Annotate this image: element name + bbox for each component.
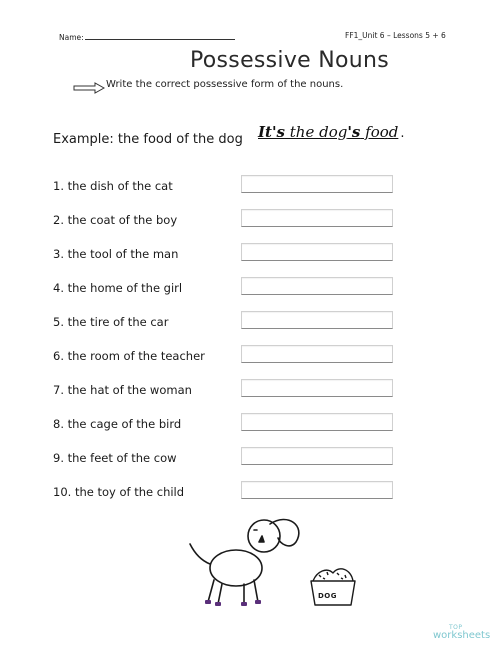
dog-drawing-icon (184, 508, 308, 612)
question-5-label: 5. the tire of the car (53, 315, 169, 329)
dog-food-bowl-icon (305, 565, 361, 613)
example-answer-possessive: 's (347, 123, 361, 141)
answer-field-4[interactable] (241, 277, 393, 295)
answer-field-5[interactable] (241, 311, 393, 329)
instruction-text: Write the correct possessive form of the nouns. (106, 79, 344, 90)
answer-field-9[interactable] (241, 447, 393, 465)
name-row (59, 31, 235, 42)
example-answer-noun: the dog (284, 123, 348, 141)
watermark-top: TOP (449, 624, 463, 631)
example-answer (258, 122, 405, 141)
watermark-logo: worksheets (433, 630, 491, 641)
question-3-label: 3. the tool of the man (53, 247, 179, 261)
question-1-label: 1. the dish of the cat (53, 179, 173, 193)
answer-field-3[interactable] (241, 243, 393, 261)
example-answer-object: food (360, 123, 399, 141)
question-6-label: 6. the room of the teacher (53, 349, 205, 363)
unit-label: FF1_Unit 6 – Lessons 5 + 6 (345, 31, 446, 40)
instruction-arrow-icon (73, 79, 105, 98)
example-prompt: Example: the food of the dog (53, 132, 243, 147)
question-8-label: 8. the cage of the bird (53, 417, 182, 431)
answer-field-6[interactable] (241, 345, 393, 363)
question-2-label: 2. the coat of the boy (53, 213, 178, 227)
question-10-label: 10. the toy of the child (53, 485, 185, 499)
example-answer-its: It's (258, 123, 285, 141)
answer-field-1[interactable] (241, 175, 393, 193)
answer-field-2[interactable] (241, 209, 393, 227)
bowl-label: DOG (318, 592, 338, 600)
page-title: Possessive Nouns (190, 48, 390, 73)
example-period: . (400, 126, 405, 141)
question-4-label: 4. the home of the girl (53, 281, 183, 295)
answer-field-10[interactable] (241, 481, 393, 499)
name-blank-line (85, 31, 235, 40)
question-9-label: 9. the feet of the cow (53, 451, 177, 465)
answer-field-7[interactable] (241, 379, 393, 397)
question-7-label: 7. the hat of the woman (53, 383, 192, 397)
name-label: Name: (59, 33, 84, 42)
answer-field-8[interactable] (241, 413, 393, 431)
